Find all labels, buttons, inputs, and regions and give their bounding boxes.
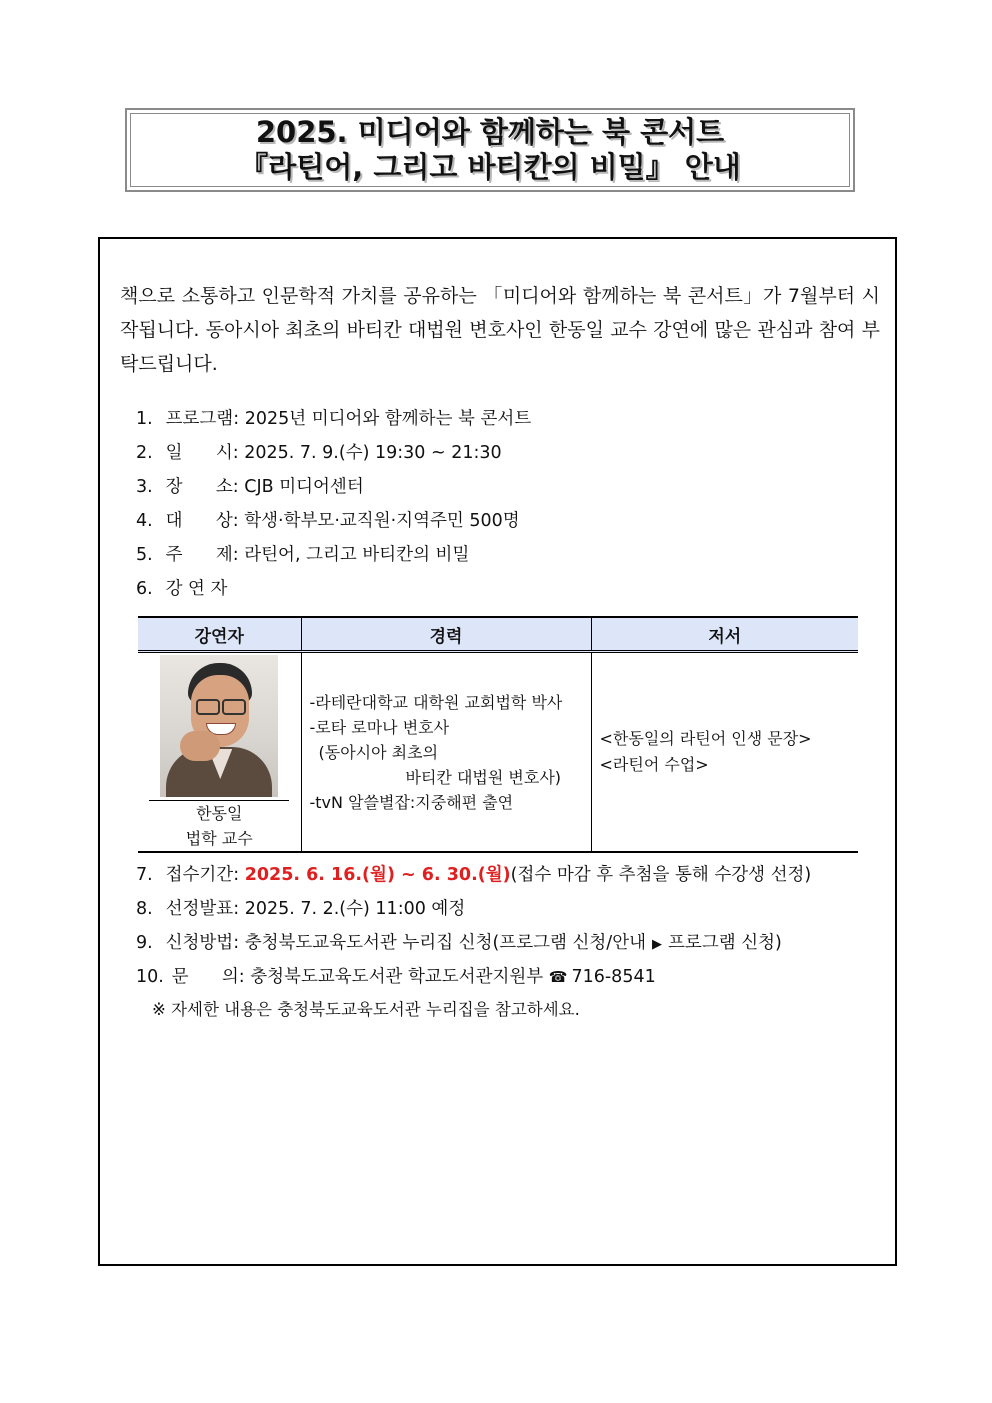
item-value: 라틴어, 그리고 바티칸의 비밀 [244, 545, 470, 565]
content-box [98, 237, 897, 1266]
item-value: 학생·학부모·교직원·지역주민 500명 [244, 511, 520, 531]
info-list [136, 402, 531, 606]
phone-number: 716-8541 [571, 967, 656, 987]
item-number: 6. [136, 579, 153, 599]
footnote: ※ 자세한 내용은 충청북도교육도서관 누리집을 참고하세요. [152, 1000, 580, 1019]
header-career: 경력 [301, 617, 591, 652]
item-label: 문 의: [171, 967, 245, 987]
item-number: 10. [136, 967, 164, 987]
speaker-name-block [149, 800, 289, 851]
item-value: CJB 미디어센터 [244, 477, 364, 497]
table-row [138, 652, 858, 853]
item-value: 충청북도교육도서관 누리집 신청(프로그램 신청/안내 [244, 933, 647, 953]
career-line: -라테란대학교 대학원 교회법학 박사 [309, 692, 563, 712]
title-box [125, 108, 855, 192]
item-number: 5. [136, 545, 153, 565]
career-line: -로타 로마나 변호사 [309, 717, 450, 737]
intro-paragraph: 책으로 소통하고 인문학적 가치를 공유하는 「미디어와 함께하는 북 콘서트」가 7월부터 시작됩니다. 동아시아 최초의 바티칸 대법원 변호사인 한동일 교수 강연에 많은 관심과 참여 부탁드립니다. [120, 285, 880, 375]
item-value: 프로그램 신청) [668, 933, 782, 953]
career-cell [301, 652, 591, 853]
item-value: 충청북도교육도서관 학교도서관지원부 [250, 967, 544, 987]
item-label: 주 제: [165, 545, 239, 565]
item-label: 선정발표: [165, 899, 240, 919]
info-list-2 [136, 858, 811, 994]
item-audience [136, 504, 531, 538]
book-title: <라틴어 수업> [599, 755, 709, 774]
item-label: 일 시: [165, 443, 239, 463]
item-label: 프로그램: [165, 409, 240, 429]
item-number: 7. [136, 865, 153, 885]
books-cell [591, 652, 858, 853]
item-number: 2. [136, 443, 153, 463]
item-number: 1. [136, 409, 153, 429]
career-line: -tvN 알쓸별잡:지중해편 출연 [309, 792, 514, 812]
item-number: 4. [136, 511, 153, 531]
item-program [136, 402, 531, 436]
speaker-name: 한동일 [196, 804, 243, 823]
title-inner [130, 113, 850, 187]
item-label: 장 소: [165, 477, 239, 497]
title-line-2: 『라틴어, 그리고 바티칸의 비밀』 안내 [239, 150, 741, 184]
phone-icon: ☎ [548, 968, 568, 986]
item-venue [136, 470, 531, 504]
title-line-1: 2025. 미디어와 함께하는 북 콘서트 [255, 115, 725, 149]
header-speaker: 강연자 [138, 617, 301, 652]
item-reception [136, 858, 811, 892]
item-label: 강 연 자 [165, 579, 228, 599]
arrow-right-icon: ▶ [652, 937, 663, 952]
reception-note: (접수 마감 후 추첨을 통해 수강생 선정) [510, 865, 812, 885]
item-number: 9. [136, 933, 153, 953]
item-label: 접수기간: [165, 865, 240, 885]
header-books: 저서 [591, 617, 858, 652]
speaker-cell [138, 652, 301, 853]
career-line: 바티칸 대법원 변호사) [405, 767, 562, 787]
career-line: (동아시아 최초의 [318, 742, 439, 762]
item-label: 대 상: [165, 511, 239, 531]
item-value: 2025. 7. 9.(수) 19:30 ~ 21:30 [244, 443, 502, 463]
item-datetime [136, 436, 531, 470]
item-announcement [136, 892, 811, 926]
item-value: 2025년 미디어와 함께하는 북 콘서트 [244, 409, 532, 429]
book-title: <한동일의 라틴어 인생 문장> [599, 729, 812, 748]
item-topic [136, 538, 531, 572]
item-number: 3. [136, 477, 153, 497]
item-inquiry [136, 960, 811, 994]
item-method [136, 926, 811, 960]
item-number: 8. [136, 899, 153, 919]
item-label: 신청방법: [165, 933, 240, 953]
speaker-title: 법학 교수 [185, 829, 253, 848]
speaker-photo [160, 655, 278, 797]
item-value: 2025. 7. 2.(수) 11:00 예정 [244, 899, 466, 919]
reception-period: 2025. 6. 16.(월) ~ 6. 30.(월) [244, 865, 511, 885]
table-header-row [138, 617, 858, 652]
item-speaker [136, 572, 531, 606]
speaker-table [138, 616, 858, 853]
